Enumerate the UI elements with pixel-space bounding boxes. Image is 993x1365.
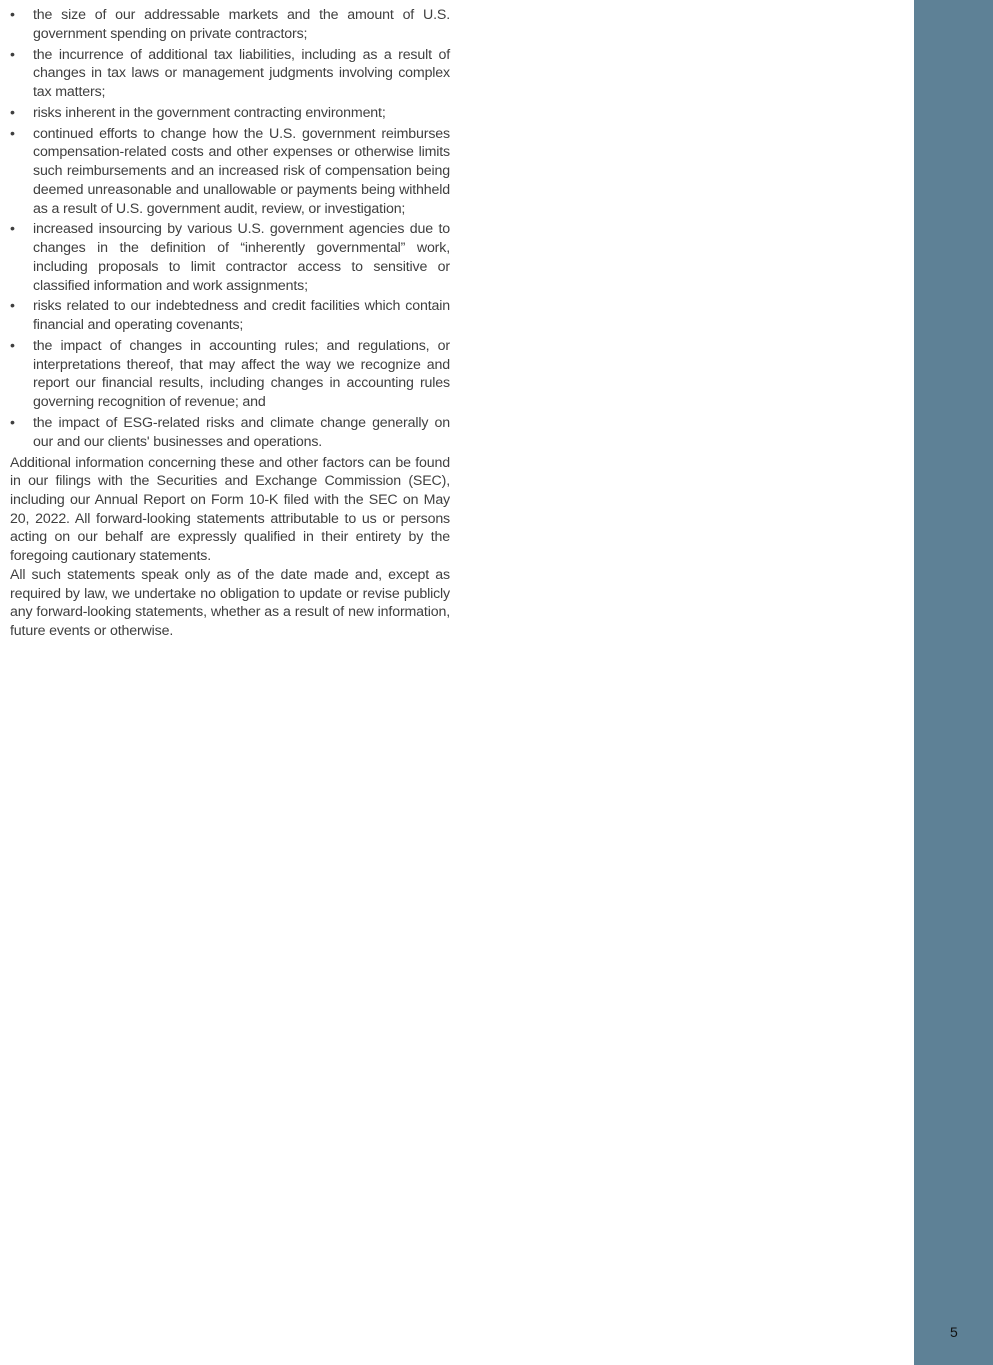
bullet-icon: • [10,46,15,63]
list-item [10,46,450,102]
list-item-text: risks related to our indebtedness and credit facilities which contain financial and operating covenants; [33,298,450,334]
list-item [10,6,450,43]
bullet-icon: • [10,415,15,432]
list-item-text: the impact of ESG-related risks and climate change generally on our and our clients' businesses and operations. [33,415,450,450]
list-item [10,414,450,451]
sidebar-band [914,0,993,1365]
bullet-icon: • [10,221,15,238]
list-item-text: the incurrence of additional tax liabilities, including as a result of changes in tax laws or management judgments involving complex tax matters; [33,46,450,100]
page-number: 5 [950,1324,958,1340]
list-item-text: the impact of changes in accounting rules; and regulations, or interpretations thereof, that may affect the way we recognize and report our financial results, including changes in accounting rules governing recognition of revenue; and [33,338,450,411]
bullet-icon: • [10,125,15,142]
bullet-icon: • [10,7,15,23]
no-obligation-paragraph: All such statements speak only as of the date made and, except as required by law, we undertake no obligation to update or revise publicly any forward-looking statements, whether as a result of new information, future events or otherwise. [10,566,450,639]
additional-information-paragraph: Additional information concerning these and other factors can be found in our filings with the Securities and Exchange Commission (SEC), including our Annual Report on Form 10-K filed with the SEC on May 20, 2022. All forward-looking statements attributable to us or persons acting on our behalf are expressly qualified in their entirety by the foregoing cautionary statements. [10,454,450,565]
list-item [10,220,450,295]
bullet-icon: • [10,338,15,355]
bullet-icon: • [10,104,15,121]
list-item-text: risks inherent in the government contracting environment; [33,104,386,121]
list-item [10,297,450,334]
bullet-icon: • [10,298,15,315]
list-item-text: increased insourcing by various U.S. government agencies due to changes in the definition of “inherently governmental” work, including proposals to limit contractor access to sensitive or classified information and work assignments; [33,221,450,294]
risk-factor-list [10,6,450,451]
list-item-text: the size of our addressable markets and the amount of U.S. government spending on private contractors; [33,7,450,42]
document-body [10,6,450,641]
list-item [10,125,450,219]
list-item [10,104,450,123]
list-item [10,337,450,412]
list-item-text: continued efforts to change how the U.S. government reimburses compensation-related costs and other expenses or otherwise limits such reimbursements and an increased risk of compensation being deemed unreasonable and unallowable or payments being withheld as a result of U.S. government audit, review, or investigation; [33,125,450,217]
